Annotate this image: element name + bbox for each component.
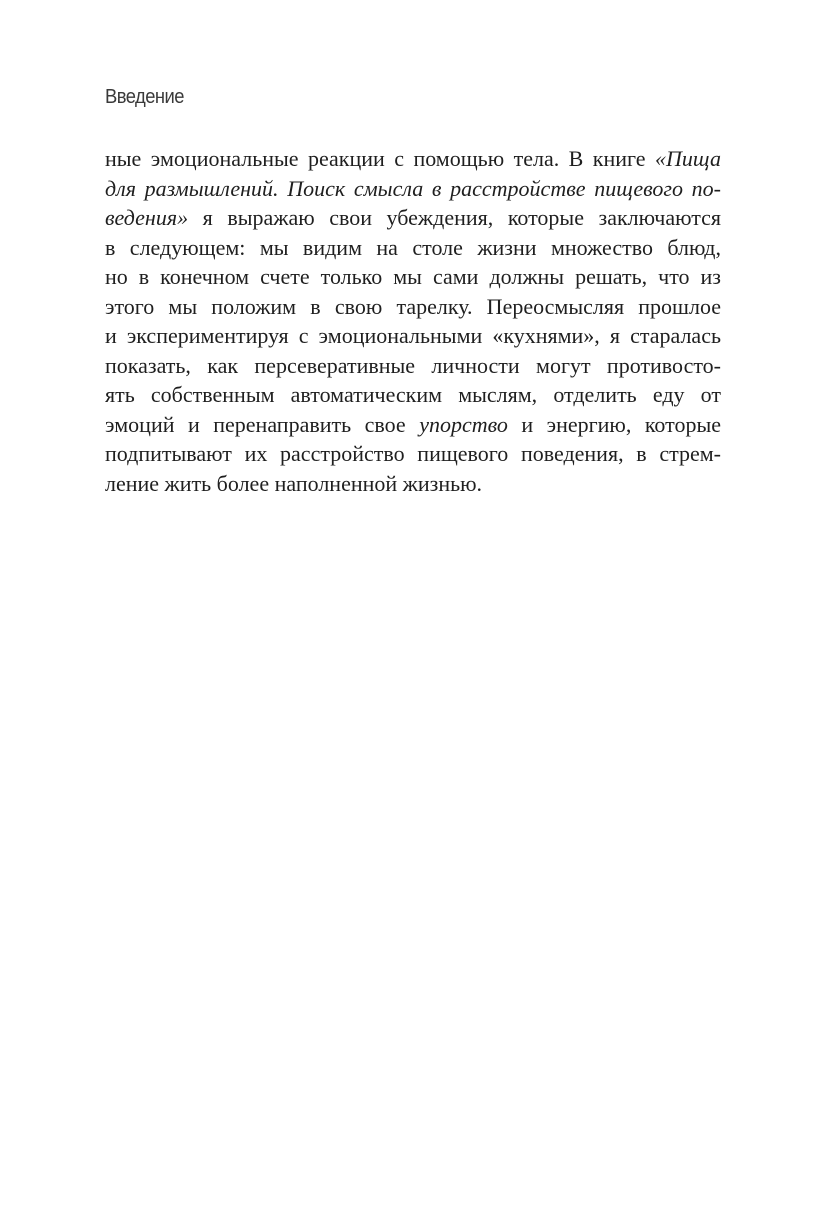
- text-line: [105, 321, 721, 351]
- text-segment-italic: «Пища: [654, 146, 721, 171]
- text-line: [105, 410, 721, 440]
- text-segment: в следующем: мы видим на столе жизни множество блюд,: [105, 234, 721, 260]
- running-header: Введение: [105, 86, 184, 108]
- text-segment: и экспериментируя с эмоциональными «кухнями», я старалась: [105, 323, 721, 348]
- text-line: [105, 233, 721, 263]
- text-line: [105, 439, 721, 469]
- text-segment: подпитывают их расстройство пищевого поведения, в стрем-: [105, 441, 721, 466]
- text-segment-italic: ведения»: [105, 205, 189, 230]
- text-segment-italic: для размышлений. Поиск смысла в расстройстве пищевого по-: [105, 175, 721, 201]
- text-line: [105, 203, 721, 233]
- text-segment: этого мы положим в свою тарелку. Переосмысляя прошлое: [105, 293, 721, 319]
- text-line: [105, 351, 721, 381]
- text-line: [105, 174, 721, 204]
- text-segment: показать, как персеверативные личности могут противосто-: [105, 352, 721, 378]
- text-segment: и энергию, которые: [507, 411, 721, 437]
- text-segment: ление жить более наполненной жизнью.: [105, 470, 483, 496]
- text-line: [105, 292, 721, 322]
- text-segment: эмоций и перенаправить свое: [105, 411, 420, 437]
- text-segment: но в конечном счете только мы сами должны решать, что из: [105, 264, 721, 289]
- text-line: [105, 469, 721, 499]
- text-segment: я выражаю свои убеждения, которые заключаются: [188, 205, 721, 230]
- text-line: [105, 144, 721, 174]
- text-line: [105, 262, 721, 292]
- text-segment: ные эмоциональные реакции с помощью тела. В книге: [105, 146, 655, 171]
- text-segment-italic: упорство: [419, 411, 508, 437]
- text-line: [105, 380, 721, 410]
- text-segment: ять собственным автоматическим мыслям, отделить еду от: [105, 382, 721, 407]
- paragraph: [105, 144, 721, 498]
